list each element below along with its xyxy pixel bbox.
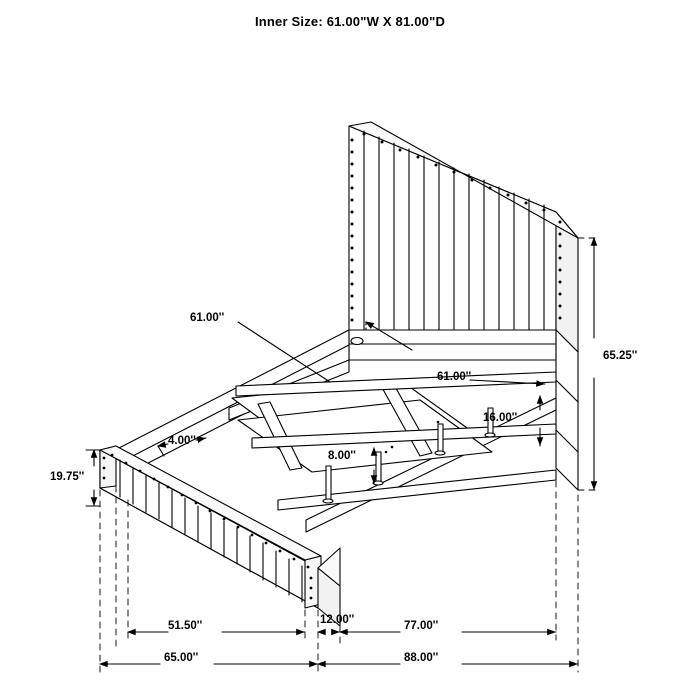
dim-label-headboard-height: 65.25'' xyxy=(603,350,638,362)
dim-label-slat-height: 8.00'' xyxy=(328,450,356,462)
page-title: Inner Size: 61.00"W X 81.00"D xyxy=(254,14,446,29)
dim-label-overall-width: 65.00'' xyxy=(164,652,199,664)
dim-label-headboard-inner-width: 61.00'' xyxy=(437,371,472,383)
dim-label-side-rail-length: 77.00'' xyxy=(404,620,439,632)
dim-label-overall-length: 88.00'' xyxy=(404,652,439,664)
dim-label-footboard-depth: 12.00'' xyxy=(320,614,355,626)
dim-label-rail-to-floor-height: 16.00'' xyxy=(483,412,518,424)
dim-label-footboard-inner-length: 51.50'' xyxy=(168,620,203,632)
dim-label-inner-width-top: 61.00'' xyxy=(190,312,225,324)
dim-label-footboard-height: 19.75'' xyxy=(50,471,85,483)
dim-label-footboard-post-width: 4.00'' xyxy=(168,435,196,447)
